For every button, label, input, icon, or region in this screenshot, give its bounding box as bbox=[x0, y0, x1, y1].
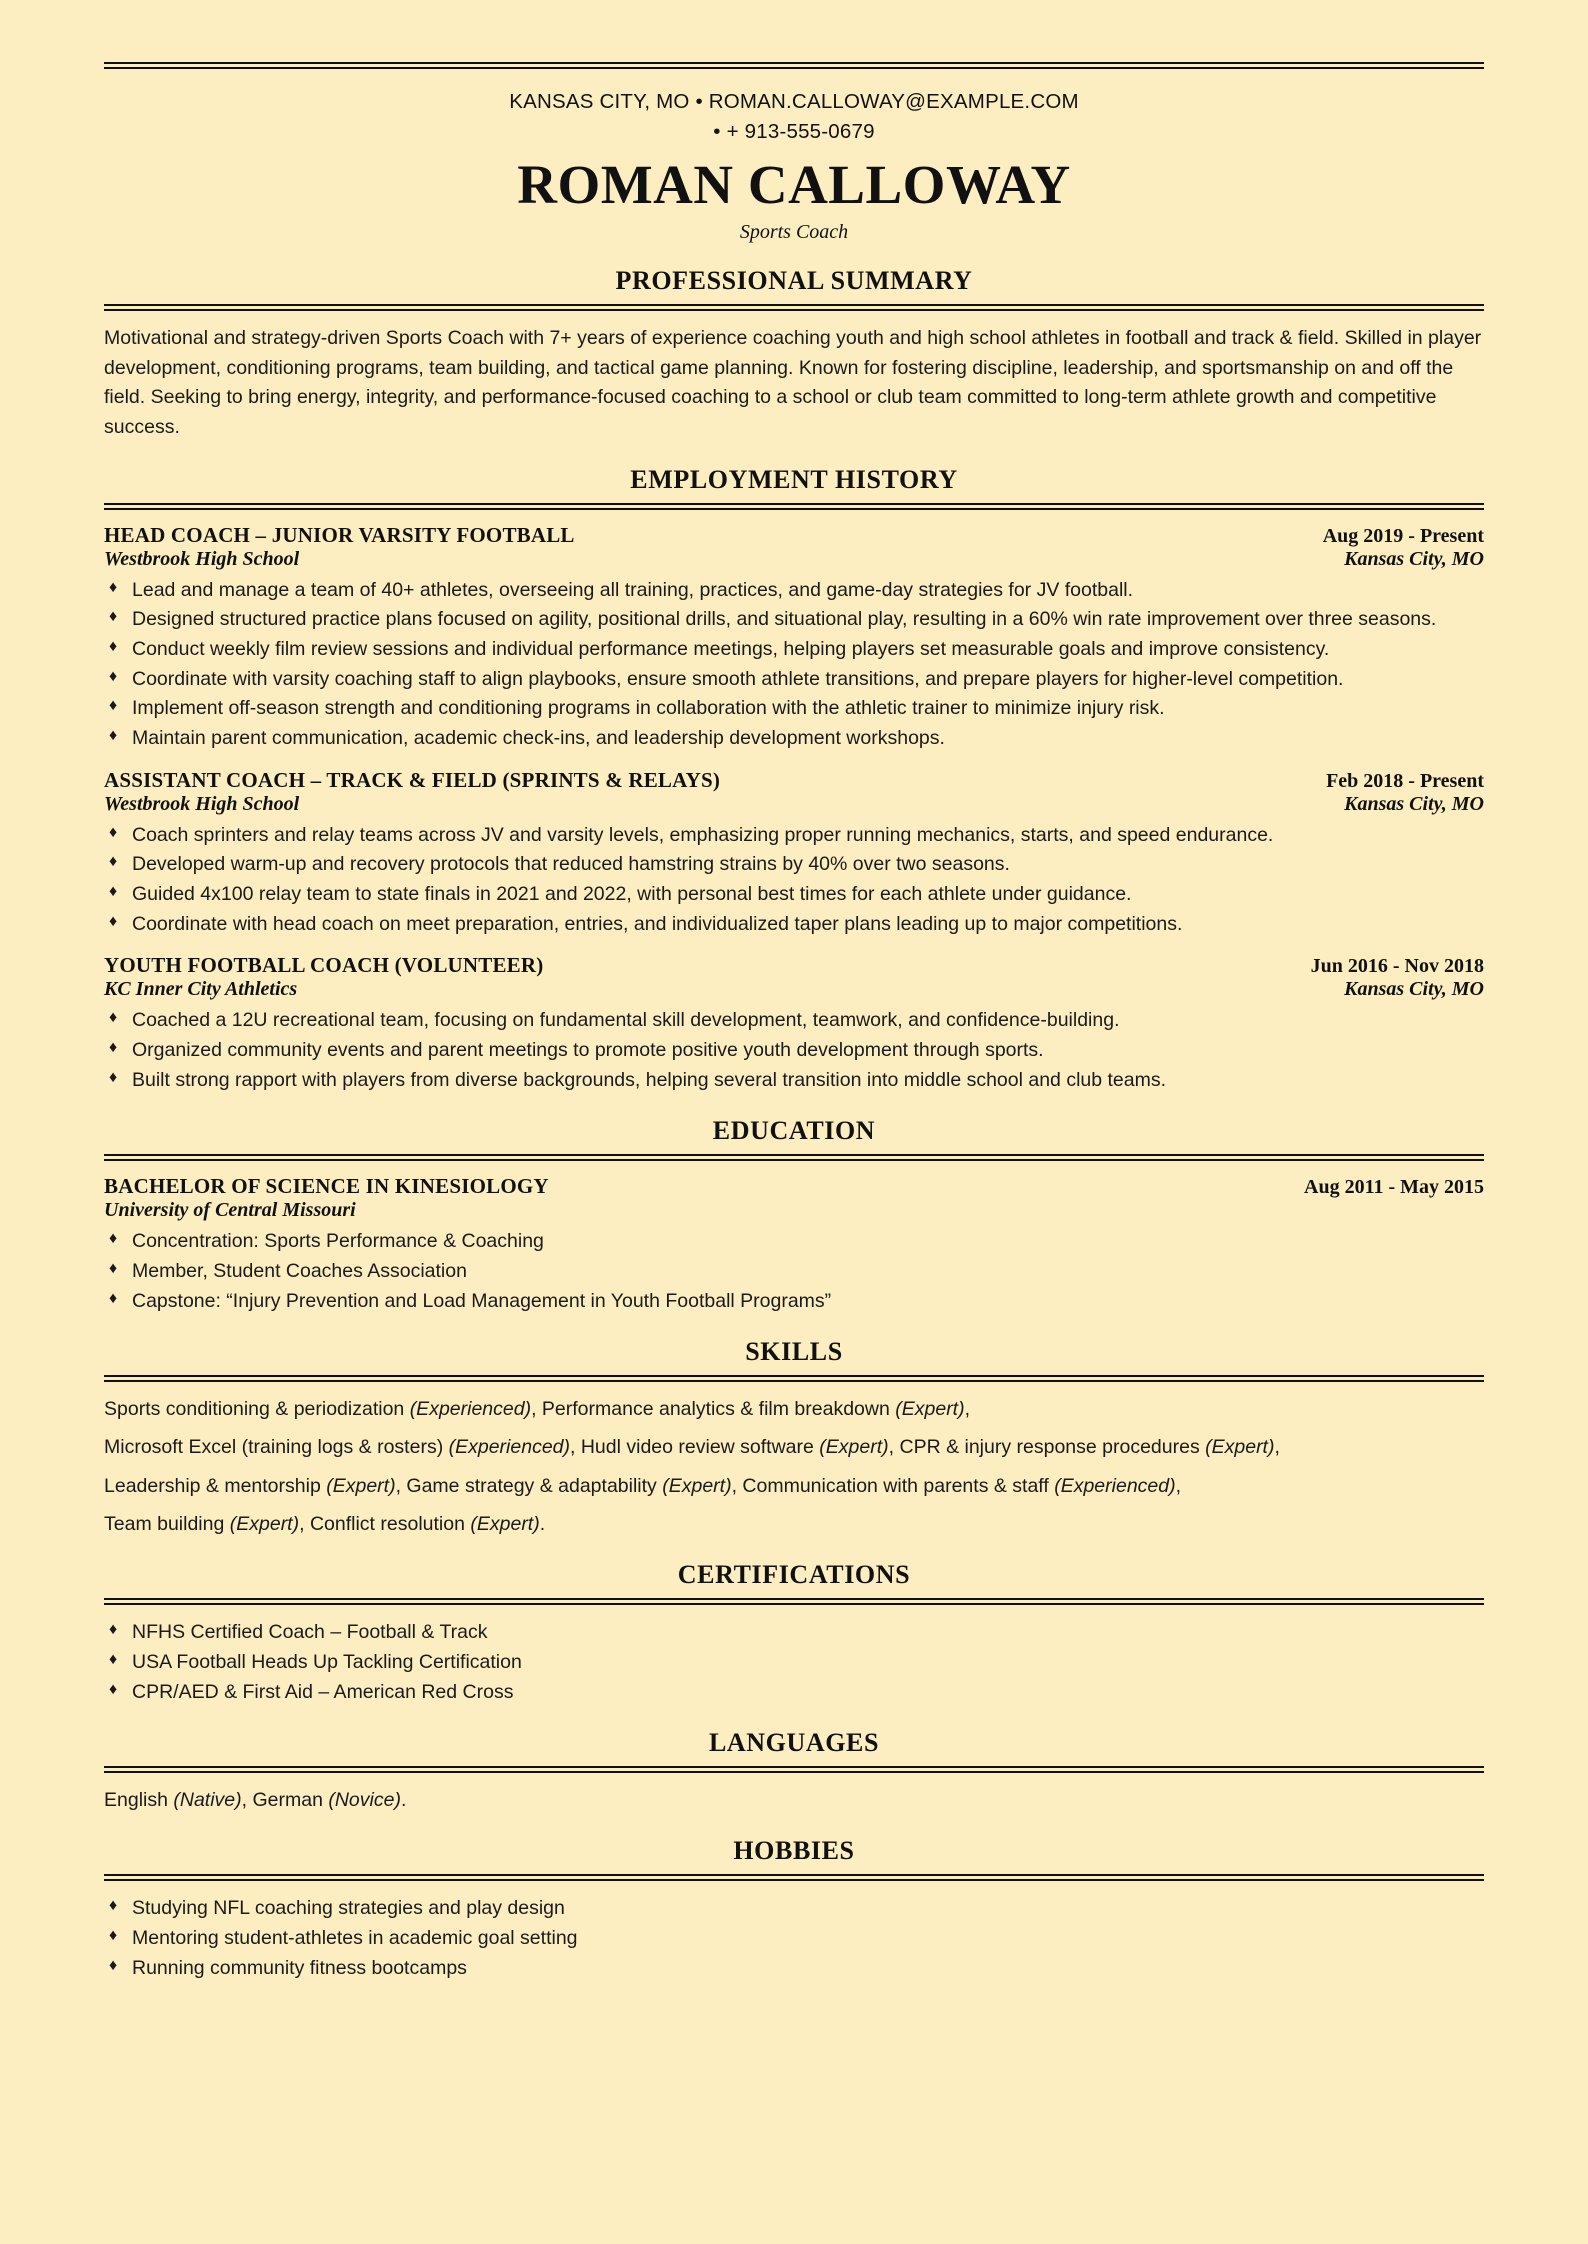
skill-separator: , bbox=[1175, 1474, 1182, 1497]
skills-line bbox=[104, 1395, 1484, 1423]
entry-header-row bbox=[104, 1174, 1484, 1199]
language-name: German bbox=[252, 1789, 329, 1812]
skill-level: (Expert) bbox=[819, 1436, 889, 1459]
section-heading-certifications: CERTIFICATIONS bbox=[677, 1560, 911, 1590]
list-item: ♦ Maintain parent communication, academic check-ins, and leadership development workshops. bbox=[104, 724, 1484, 753]
section-divider-hobbies bbox=[104, 1874, 1484, 1881]
bullet-list bbox=[104, 821, 1484, 939]
skill-separator: . bbox=[539, 1512, 546, 1535]
skills-list bbox=[104, 1395, 1484, 1538]
job-location: Kansas City, MO bbox=[1344, 792, 1484, 815]
job-location: Kansas City, MO bbox=[1344, 978, 1484, 1001]
skill-separator: , bbox=[964, 1398, 971, 1421]
list-item: ♦ Designed structured practice plans focused on agility, positional drills, and situational play, resulting in a 60% win rate improvement over three seasons. bbox=[104, 605, 1484, 634]
section-divider-certifications bbox=[104, 1598, 1484, 1605]
skill-separator: , bbox=[888, 1436, 900, 1459]
job-organization: Westbrook High School bbox=[104, 547, 300, 570]
skill-level: (Experienced) bbox=[409, 1398, 532, 1421]
list-item: ♦ Coordinate with head coach on meet preparation, entries, and individualized taper plans leading up to major competitions. bbox=[104, 910, 1484, 939]
employment-list bbox=[104, 523, 1484, 1095]
hobby-item: ♦ Studying NFL coaching strategies and play design bbox=[104, 1894, 1484, 1923]
list-item: ♦ Conduct weekly film review sessions and individual performance meetings, helping players set measurable goals and improve consistency. bbox=[104, 635, 1484, 664]
entry-subheader-row bbox=[104, 978, 1484, 1001]
skill-level: (Expert) bbox=[895, 1398, 965, 1421]
certifications-list bbox=[104, 1618, 1484, 1706]
skill-name: Hudl video review software bbox=[580, 1436, 820, 1459]
job-role: YOUTH FOOTBALL COACH (VOLUNTEER) bbox=[104, 953, 544, 978]
list-item: ♦ Developed warm-up and recovery protocols that reduced hamstring strains by 40% over two seasons. bbox=[104, 850, 1484, 879]
language-separator: . bbox=[400, 1789, 407, 1812]
education-list bbox=[104, 1174, 1484, 1315]
hobbies-list bbox=[104, 1894, 1484, 1982]
bullet-list bbox=[104, 576, 1484, 753]
entry-subheader-row bbox=[104, 793, 1484, 816]
education-entry bbox=[104, 1174, 1484, 1315]
list-item: ♦ Implement off-season strength and conditioning programs in collaboration with the athletic trainer to minimize injury risk. bbox=[104, 694, 1484, 723]
skill-name: CPR & injury response procedures bbox=[899, 1436, 1206, 1459]
section-divider-education bbox=[104, 1154, 1484, 1161]
job-organization: KC Inner City Athletics bbox=[104, 978, 298, 1001]
skill-separator: , bbox=[395, 1474, 407, 1497]
list-item: ♦ Lead and manage a team of 40+ athletes, overseeing all training, practices, and game-day strategies for JV football. bbox=[104, 576, 1484, 605]
list-item: ♦ Concentration: Sports Performance & Coaching bbox=[104, 1227, 1484, 1256]
skill-name: Sports conditioning & periodization bbox=[104, 1398, 410, 1421]
employment-entry bbox=[104, 768, 1484, 939]
job-dates: Aug 2019 - Present bbox=[1322, 524, 1484, 547]
entry-header-row bbox=[104, 953, 1484, 978]
job-dates: Jun 2016 - Nov 2018 bbox=[1310, 955, 1484, 978]
skill-separator: , bbox=[531, 1398, 542, 1421]
skills-line bbox=[104, 1510, 1484, 1538]
list-item: ♦ Coordinate with varsity coaching staff to align playbooks, ensure smooth athlete transitions, and prepare players for higher-level competition. bbox=[104, 665, 1484, 694]
language-name: English bbox=[104, 1789, 174, 1812]
skill-level: (Expert) bbox=[662, 1474, 732, 1497]
skill-name: Leadership & mentorship bbox=[104, 1474, 327, 1497]
skill-name: Microsoft Excel (training logs & rosters) bbox=[104, 1436, 449, 1459]
list-item: ♦ Guided 4x100 relay team to state finals in 2021 and 2022, with personal best times for each athlete under guidance. bbox=[104, 880, 1484, 909]
summary-text: Motivational and strategy-driven Sports Coach with 7+ years of experience coaching youth and high school athletes in football and track & field. Skilled in player development, conditioning programs, team building, and tactical game planning. Known for fostering discipline, leadership, and sportsmanship on and off the field. Seeking to bring energy, integrity, and performance-focused coaching to a school or club team committed to long-term athlete growth and competitive success. bbox=[104, 327, 1482, 439]
top-divider bbox=[104, 62, 1484, 69]
skill-level: (Expert) bbox=[229, 1512, 300, 1535]
skill-level: (Experienced) bbox=[1054, 1474, 1176, 1497]
certification-item: ♦ CPR/AED & First Aid – American Red Cross bbox=[104, 1678, 1484, 1707]
job-title: Sports Coach bbox=[739, 221, 849, 244]
job-role: HEAD COACH – JUNIOR VARSITY FOOTBALL bbox=[104, 522, 575, 547]
degree-title: BACHELOR OF SCIENCE IN KINESIOLOGY bbox=[104, 1174, 549, 1199]
skill-separator: , bbox=[1274, 1436, 1280, 1459]
section-heading-languages: LANGUAGES bbox=[708, 1728, 880, 1758]
employment-entry bbox=[104, 523, 1484, 753]
section-heading-hobbies: HOBBIES bbox=[733, 1836, 855, 1866]
skill-level: (Expert) bbox=[470, 1512, 540, 1535]
skills-line bbox=[104, 1472, 1484, 1500]
section-divider-employment bbox=[104, 503, 1484, 510]
language-level: (Native) bbox=[173, 1789, 242, 1812]
education-dates: Aug 2011 - May 2015 bbox=[1304, 1176, 1484, 1199]
section-heading-education: EDUCATION bbox=[712, 1116, 876, 1146]
section-heading-summary: PROFESSIONAL SUMMARY bbox=[615, 266, 973, 296]
employment-entry bbox=[104, 953, 1484, 1094]
languages-line bbox=[104, 1786, 1484, 1814]
job-organization: Westbrook High School bbox=[104, 792, 300, 815]
skill-level: (Expert) bbox=[1205, 1436, 1275, 1459]
job-dates: Feb 2018 - Present bbox=[1326, 769, 1484, 792]
section-divider-languages bbox=[104, 1766, 1484, 1773]
section-divider-skills bbox=[104, 1375, 1484, 1382]
list-item: ♦ Coach sprinters and relay teams across JV and varsity levels, emphasizing proper running mechanics, starts, and speed endurance. bbox=[104, 821, 1484, 850]
skill-name: Game strategy & adaptability bbox=[406, 1474, 663, 1497]
section-divider-summary bbox=[104, 304, 1484, 311]
entry-header-row bbox=[104, 523, 1484, 548]
entry-header-row bbox=[104, 768, 1484, 793]
hobby-item: ♦ Mentoring student-athletes in academic goal setting bbox=[104, 1924, 1484, 1953]
school-name: University of Central Missouri bbox=[104, 1199, 356, 1222]
language-separator: , bbox=[241, 1789, 253, 1812]
job-role: ASSISTANT COACH – TRACK & FIELD (SPRINTS & RELAYS) bbox=[104, 767, 721, 792]
skill-separator: , bbox=[299, 1512, 310, 1535]
certification-item: ♦ NFHS Certified Coach – Football & Track bbox=[104, 1618, 1484, 1647]
skill-separator: , bbox=[570, 1436, 581, 1459]
skill-name: Communication with parents & staff bbox=[742, 1474, 1055, 1497]
entry-subheader-row bbox=[104, 1199, 1484, 1222]
language-level: (Novice) bbox=[328, 1789, 401, 1812]
skill-separator: , bbox=[731, 1474, 743, 1497]
bullet-list bbox=[104, 1227, 1484, 1315]
skill-name: Performance analytics & film breakdown bbox=[541, 1398, 896, 1421]
job-location: Kansas City, MO bbox=[1344, 547, 1484, 570]
list-item: ♦ Coached a 12U recreational team, focusing on fundamental skill development, teamwork, and confidence-building. bbox=[104, 1006, 1484, 1035]
contact-line-2: • + 913-555-0679 bbox=[713, 119, 875, 143]
page-title: ROMAN CALLOWAY bbox=[517, 154, 1071, 216]
entry-subheader-row bbox=[104, 548, 1484, 571]
list-item: ♦ Capstone: “Injury Prevention and Load Management in Youth Football Programs” bbox=[104, 1287, 1484, 1316]
list-item: ♦ Built strong rapport with players from diverse backgrounds, helping several transition into middle school and club teams. bbox=[104, 1066, 1484, 1095]
skill-level: (Expert) bbox=[326, 1474, 396, 1497]
skill-level: (Experienced) bbox=[448, 1436, 570, 1459]
section-heading-skills: SKILLS bbox=[745, 1337, 843, 1367]
contact-line-1: KANSAS CITY, MO • ROMAN.CALLOWAY@EXAMPLE.COM bbox=[509, 90, 1079, 113]
hobby-item: ♦ Running community fitness bootcamps bbox=[104, 1954, 1484, 1983]
section-heading-employment: EMPLOYMENT HISTORY bbox=[630, 464, 958, 494]
bullet-list bbox=[104, 1006, 1484, 1094]
skill-name: Conflict resolution bbox=[309, 1512, 471, 1535]
skills-line bbox=[104, 1433, 1484, 1461]
list-item: ♦ Organized community events and parent meetings to promote positive youth development through sports. bbox=[104, 1036, 1484, 1065]
list-item: ♦ Member, Student Coaches Association bbox=[104, 1257, 1484, 1286]
certification-item: ♦ USA Football Heads Up Tackling Certification bbox=[104, 1648, 1484, 1677]
skill-name: Team building bbox=[104, 1512, 230, 1535]
